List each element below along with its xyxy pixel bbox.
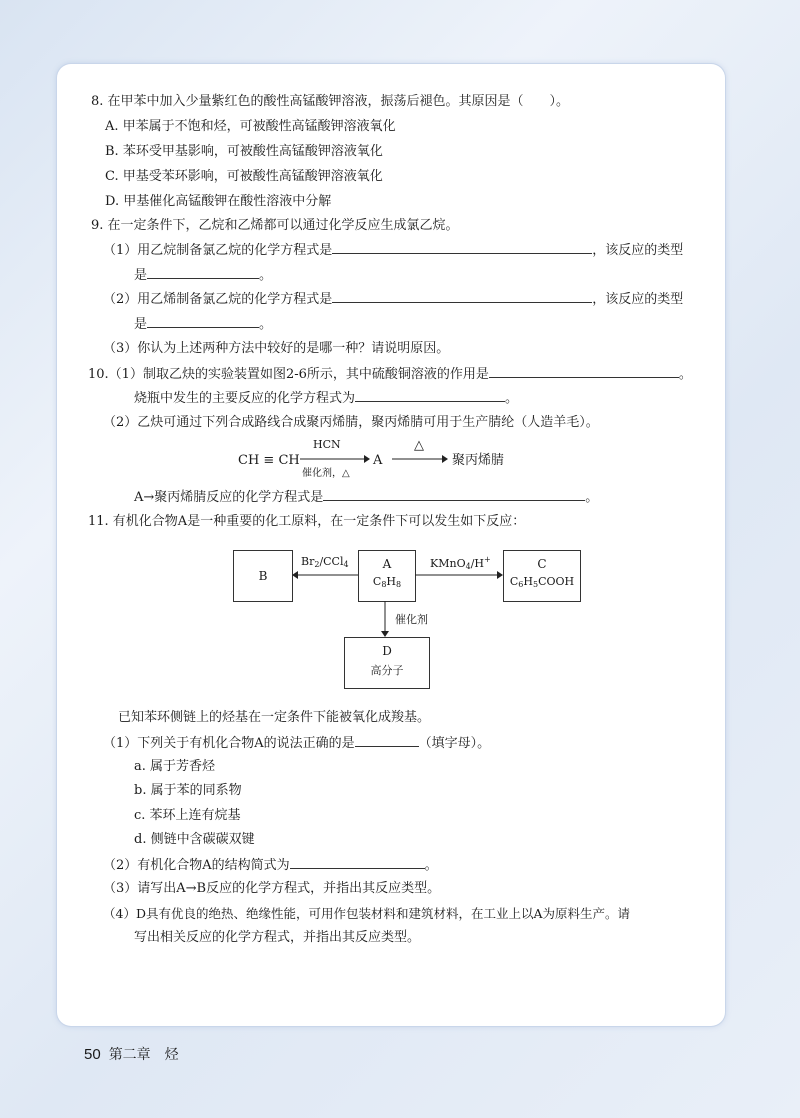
q10-part1-text: 10.（1）制取乙炔的实验装置如图2-6所示，其中硫酸铜溶液的作用是	[88, 367, 489, 382]
compound-d-label: D	[382, 644, 392, 658]
page-number: 50	[84, 1046, 101, 1063]
q10-part1-eq-text: 烧瓶中发生的主要反应的化学方程式为	[134, 391, 356, 406]
q10-part1-line2	[134, 389, 518, 408]
q9-part1-tail: ，该反应的类型	[592, 243, 684, 258]
equation-condition: 催化剂，△	[302, 468, 350, 479]
q11-part4: （4）D具有优良的绝热、绝缘性能，可用作包装材料和建筑材料，在工业上以A为原料生产。请	[103, 906, 631, 921]
period: 。	[259, 268, 273, 283]
answer-blank[interactable]	[332, 241, 592, 254]
q9-part1-text: （1）用乙烷制备氯乙烷的化学方程式是	[103, 243, 333, 258]
reaction-arrow-1	[300, 454, 370, 464]
q11-part2-text: （2）有机化合物A的结构简式为	[103, 858, 290, 873]
q10-part1	[88, 365, 692, 384]
answer-blank[interactable]	[355, 734, 419, 747]
q9-part2-line2	[134, 315, 272, 334]
arrow-a-to-b	[292, 570, 358, 580]
answer-blank[interactable]	[332, 290, 592, 303]
answer-blank[interactable]	[489, 365, 679, 378]
q9-part2-tail: ，该反应的类型	[592, 292, 684, 307]
arrow-a-to-d	[380, 601, 390, 637]
compound-a-box	[358, 550, 416, 602]
q9-part3: （3）你认为上述两种方法中较好的是哪一种？请说明原因。	[103, 341, 450, 356]
compound-d-box	[344, 637, 430, 689]
q11-part3: （3）请写出A→B反应的化学方程式，并指出其反应类型。	[103, 881, 441, 896]
compound-a-label: A	[382, 557, 392, 571]
compound-c-formula: $C_6H_5COOH$	[509, 575, 575, 589]
q11-part1	[103, 734, 490, 753]
catalyst-label: 催化剂	[395, 613, 428, 626]
q11-stem: 11. 有机化合物A是一种重要的化工原料，在一定条件下可以发生如下反应：	[88, 514, 526, 529]
reagent-permanganate: KMnO$_4$/H+	[430, 555, 491, 571]
answer-blank[interactable]	[290, 856, 425, 869]
heat-symbol: △	[414, 438, 424, 453]
q11-option-d: d. 侧链中含碳碳双键	[134, 832, 255, 847]
q9-part2	[103, 290, 683, 309]
q8-option-a: A. 甲苯属于不饱和烃，可被酸性高锰酸钾溶液氧化	[105, 119, 396, 134]
q8-option-d: D. 甲基催化高锰酸钾在酸性溶液中分解	[105, 194, 332, 209]
compound-c-box	[503, 550, 581, 602]
equation-intermediate-a: A	[373, 453, 383, 468]
q10-part3	[134, 488, 598, 507]
chapter-title: 第二章 烃	[108, 1047, 179, 1063]
equation-reactant: CH ≡ CH	[238, 453, 300, 468]
page-footer	[84, 1044, 179, 1064]
answer-blank[interactable]	[355, 389, 505, 402]
q9-part2-is: 是	[134, 317, 148, 332]
q9-stem: 9. 在一定条件下，乙烷和乙烯都可以通过化学反应生成氯乙烷。	[91, 218, 459, 233]
q11-part4-line2: 写出相关反应的化学方程式，并指出其反应类型。	[134, 930, 421, 945]
period: 。	[424, 858, 438, 873]
q10-part3-text: A→聚丙烯腈反应的化学方程式是	[134, 490, 324, 505]
compound-a-formula: $C_8H_8$	[372, 575, 402, 589]
q8-option-c: C. 甲基受苯环影响，可被酸性高锰酸钾溶液氧化	[105, 169, 383, 184]
q11-part1-text: （1）下列关于有机化合物A的说法正确的是	[103, 736, 355, 751]
q11-option-b: b. 属于苯的同系物	[134, 783, 242, 798]
q11-option-a: a. 属于芳香烃	[134, 759, 216, 774]
q8-option-b: B. 苯环受甲基影响，可被酸性高锰酸钾溶液氧化	[105, 144, 383, 159]
period: 。	[505, 391, 519, 406]
compound-b-label: B	[258, 569, 268, 583]
answer-blank[interactable]	[147, 266, 259, 279]
answer-blank[interactable]	[323, 488, 585, 501]
reagent-bromine: $Br_2/CCl_4$	[301, 555, 349, 569]
q9-part1-is: 是	[134, 268, 148, 283]
compound-c-label: C	[537, 557, 547, 571]
q11-known: 已知苯环侧链上的烃基在一定条件下能被氧化成羧基。	[118, 710, 431, 725]
q11-option-c: c. 苯环上连有烷基	[134, 808, 241, 823]
equation-product: 聚丙烯腈	[452, 453, 505, 468]
compound-d-desc: 高分子	[370, 664, 404, 677]
reaction-arrow-2	[392, 454, 448, 464]
q9-part2-text: （2）用乙烯制备氯乙烷的化学方程式是	[103, 292, 333, 307]
period: 。	[678, 367, 692, 382]
period: 。	[259, 317, 273, 332]
q11-part1-tail: （填字母）。	[418, 736, 491, 751]
equation-reagent-hcn: HCN	[313, 438, 341, 451]
q8-stem: 8. 在甲苯中加入少量紫红色的酸性高锰酸钾溶液，振荡后褪色。其原因是（ ）。	[91, 94, 570, 109]
q10-part2: （2）乙炔可通过下列合成路线合成聚丙烯腈，聚丙烯腈可用于生产腈纶（人造羊毛）。	[103, 415, 599, 430]
q9-part1	[103, 241, 683, 260]
answer-blank[interactable]	[147, 315, 259, 328]
compound-b-box	[233, 550, 293, 602]
q11-part2	[103, 856, 438, 875]
period: 。	[585, 490, 599, 505]
q9-part1-line2	[134, 266, 272, 285]
arrow-a-to-c	[415, 570, 503, 580]
